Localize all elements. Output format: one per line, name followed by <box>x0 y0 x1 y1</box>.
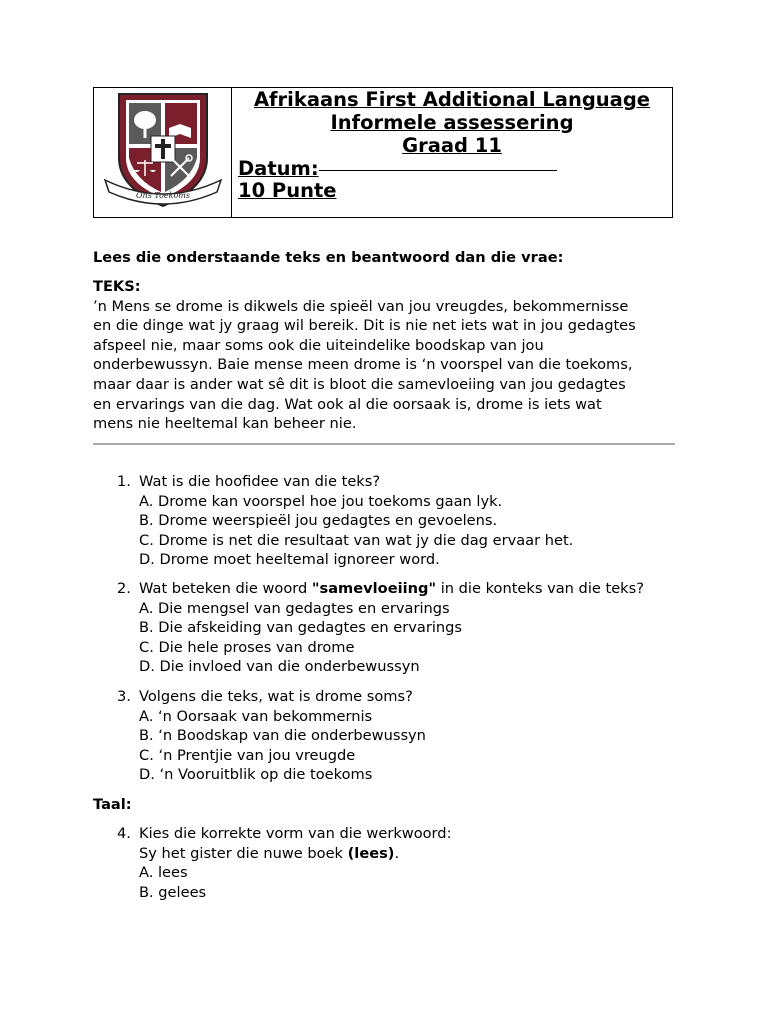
question-text-after: in die konteks van die teks? <box>436 580 644 597</box>
answer-option: B. gelees <box>139 883 207 901</box>
answer-option: D. ‘n Vooruitblik op die toekoms <box>139 766 373 784</box>
question-text: Kies die korrekte vorm van die werkwoord: <box>139 825 452 842</box>
question-text: Wat is die hoofidee van die teks? <box>139 473 381 490</box>
date-label: Datum: <box>238 157 319 180</box>
subject-title: Afrikaans First Additional Language <box>253 88 651 111</box>
answer-option: B. Drome weerspieël jou gedagtes en gevoelens. <box>139 512 498 530</box>
answer-option: A. Die mengsel van gedagtes en ervarings <box>139 599 450 617</box>
question-2 <box>117 579 644 677</box>
svg-text:Ons Toekoms: Ons Toekoms <box>136 191 190 200</box>
sentence-before: Sy het gister die nuwe boek <box>139 844 348 862</box>
answer-option: C. Drome is net die resultaat van wat jy die dag ervaar het. <box>139 531 574 549</box>
question-number: 1. <box>117 473 131 490</box>
logo-cell <box>94 88 232 217</box>
date-blank <box>319 169 515 171</box>
date-field <box>238 157 557 181</box>
answer-option: C. Die hele proses van drome <box>139 638 355 656</box>
answer-option: B. Die afskeiding van gedagtes en ervarings <box>139 619 463 637</box>
question-text: Volgens die teks, wat is drome soms? <box>139 688 413 705</box>
passage-line: en die dinge wat jy graag wil bereik. Dit is nie net iets wat in jou gedagtes <box>93 317 636 335</box>
question-3 <box>117 687 426 785</box>
passage-line: ’n Mens se drome is dikwels die spieël van jou vreugdes, bekommernisse <box>93 297 629 315</box>
question-number: 3. <box>117 688 131 705</box>
answer-option: C. ‘n Prentjie van jou vreugde <box>139 746 356 764</box>
verb-in-brackets: (lees) <box>347 844 395 862</box>
title-cell <box>232 88 672 217</box>
passage-line: onderbewussyn. Baie mense meen drome is ‘n voorspel van die toekoms, <box>93 356 633 374</box>
answer-option: D. Drome moet heeltemal ignoreer word. <box>139 551 440 569</box>
school-crest-logo <box>99 88 227 216</box>
answer-option: A. lees <box>139 864 188 882</box>
answer-option: B. ‘n Boodskap van die onderbewussyn <box>139 727 426 745</box>
date-blank-extension <box>515 169 557 171</box>
passage <box>93 278 683 434</box>
sentence-after: . <box>394 844 400 862</box>
question-text-before: Wat beteken die woord <box>139 580 312 597</box>
question-number: 2. <box>117 580 131 597</box>
assessment-type: Informele assessering <box>330 111 574 134</box>
passage-heading: TEKS: <box>93 278 141 295</box>
grade-label: Graad 11 <box>402 134 502 157</box>
passage-line: mens nie heeltemal kan beheer nie. <box>93 415 357 433</box>
question-sentence <box>117 844 451 864</box>
taal-heading: Taal: <box>93 796 132 813</box>
question-number: 4. <box>117 825 131 842</box>
section-divider <box>93 443 675 445</box>
question-1 <box>117 472 573 570</box>
passage-line: maar daar is ander wat sê dit is bloot die samevloeiing van jou gedagtes <box>93 375 626 393</box>
instruction: Lees die onderstaande teks en beantwoord dan die vrae: <box>93 249 564 266</box>
passage-line: en ervarings van die dag. Wat ook al die oorsaak is, drome is iets wat <box>93 395 602 413</box>
answer-option: A. ‘n Oorsaak van bekommernis <box>139 707 373 725</box>
answer-option: A. Drome kan voorspel hoe jou toekoms gaan lyk. <box>139 492 503 510</box>
total-marks: 10 Punte <box>238 179 337 202</box>
answer-option: D. Die invloed van die onderbewussyn <box>139 658 420 676</box>
passage-line: afspeel nie, maar soms ook die uiteindelike boodskap van jou <box>93 336 544 354</box>
question-4 <box>117 824 451 902</box>
header-table <box>93 87 673 218</box>
question-keyword: "samevloeiing" <box>311 580 437 597</box>
